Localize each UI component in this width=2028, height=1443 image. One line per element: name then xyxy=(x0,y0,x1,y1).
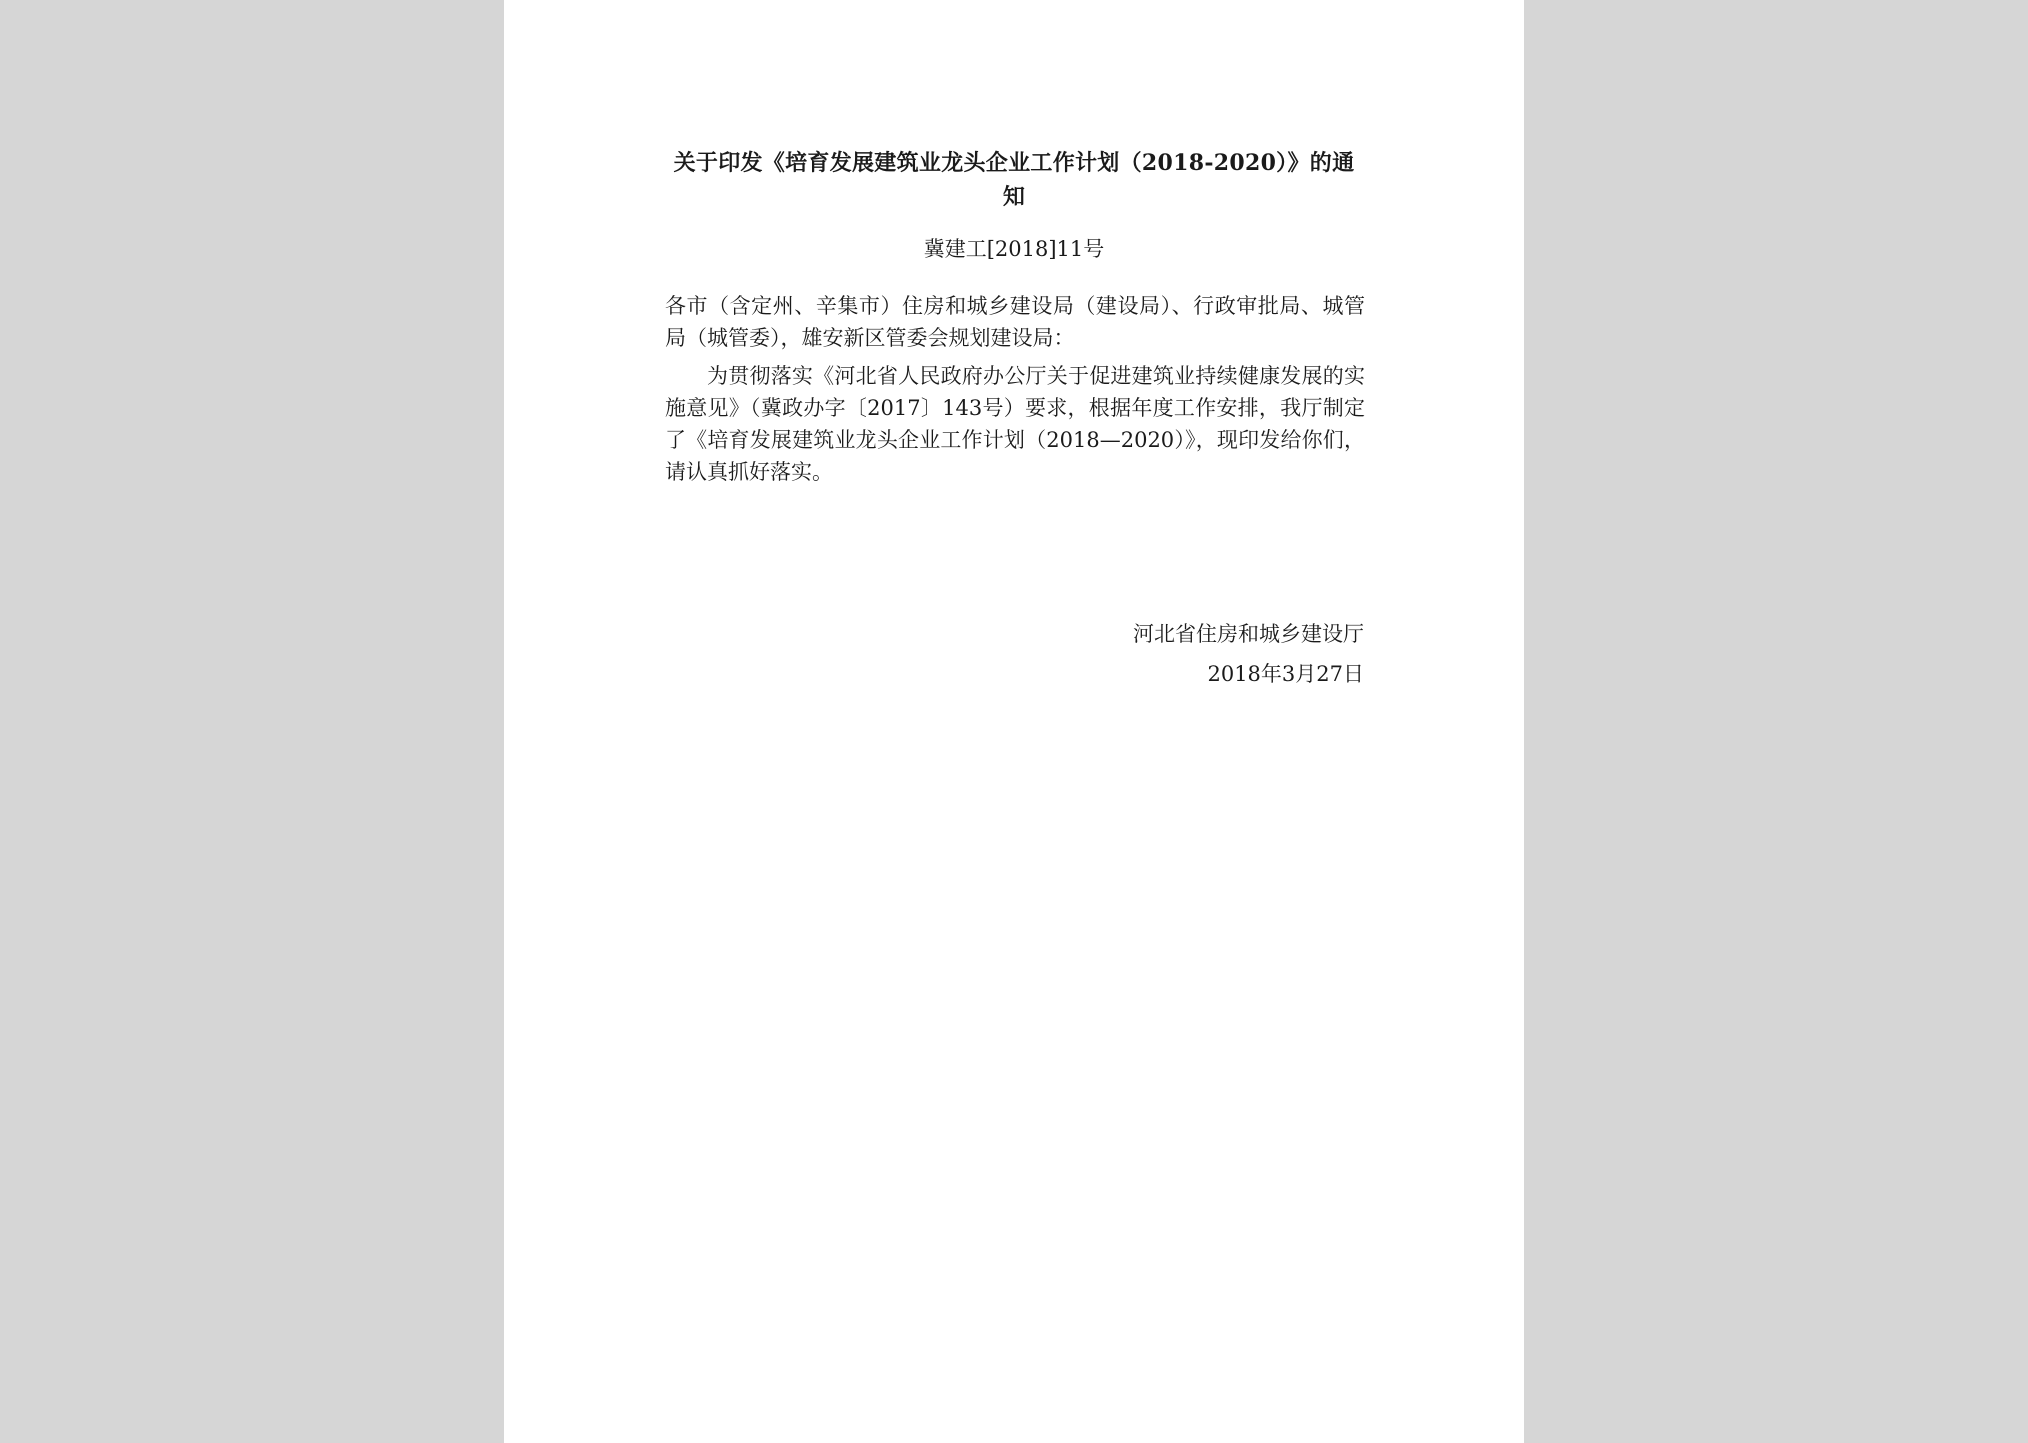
body-paragraph: 为贯彻落实《河北省人民政府办公厅关于促进建筑业持续健康发展的实施意见》（冀政办字〔2017〕143号）要求，根据年度工作安排，我厅制定了《培育发展建筑业龙头企业工作计划（2018—2020）》，现印发给你们，请认真抓好落实。 xyxy=(665,364,1365,484)
document-page xyxy=(504,0,1524,1443)
issuer-name: 河北省住房和城乡建设厅 xyxy=(1133,622,1364,646)
addressee-paragraph: 各市（含定州、辛集市）住房和城乡建设局（建设局）、行政审批局、城管局（城管委），雄安新区管委会规划建设局： xyxy=(665,294,1365,350)
signature-block xyxy=(1004,614,1364,694)
document-number: 冀建工[2018]11号 xyxy=(923,237,1105,261)
document-title: 关于印发《培育发展建筑业龙头企业工作计划（2018-2020）》的通知 xyxy=(673,150,1355,210)
issue-date: 2018年3月27日 xyxy=(1207,662,1364,686)
